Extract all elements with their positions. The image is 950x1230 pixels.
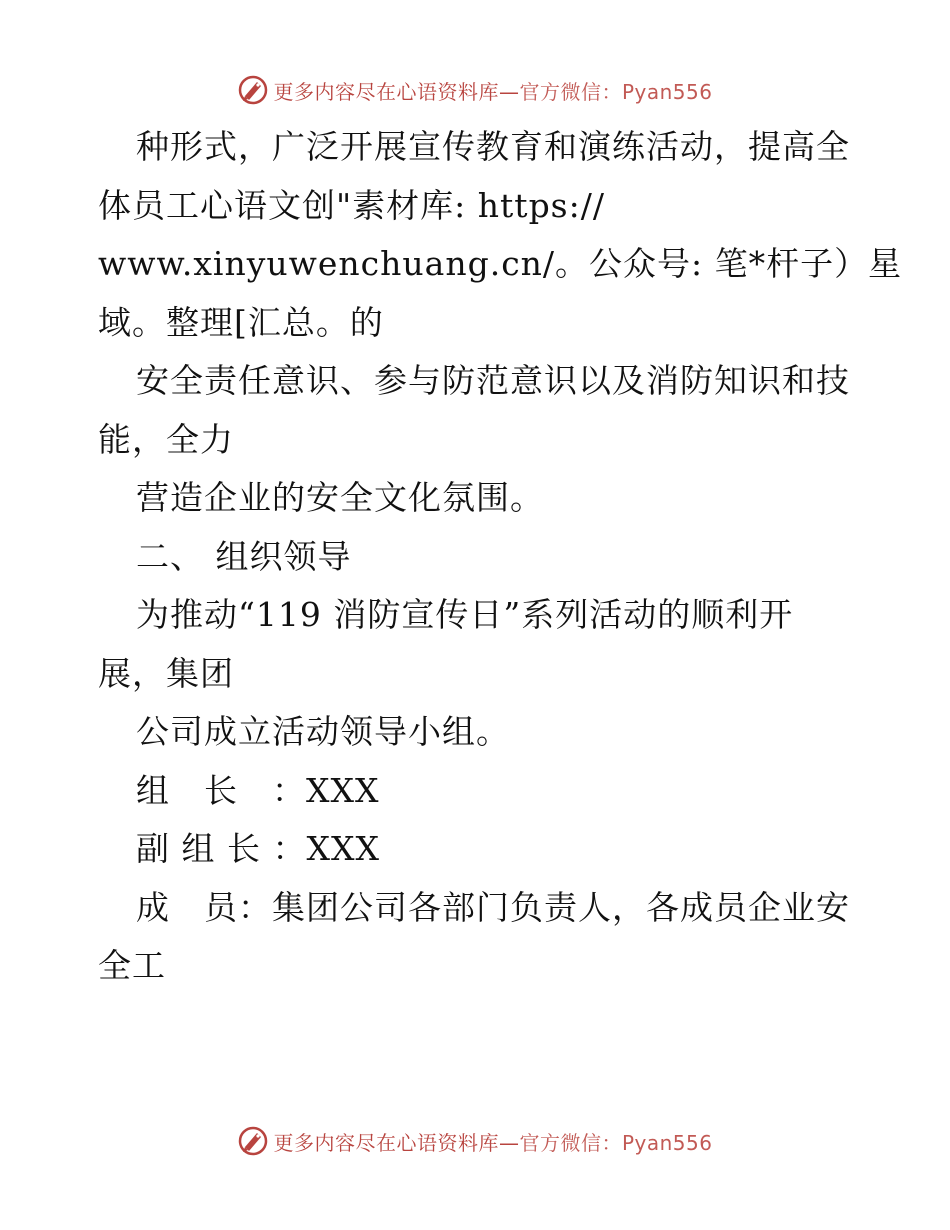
body-line: 为推动“119 消防宣传日”系列活动的顺利开 (136, 595, 794, 634)
pen-nib-logo-icon (237, 1125, 269, 1157)
header-banner-separator: — (498, 79, 520, 104)
body-line: 能，全力 (98, 419, 234, 459)
footer-banner (0, 1121, 950, 1161)
body-line: 展，集团 (98, 653, 234, 693)
section-heading: 二、 组织领导 (136, 536, 352, 576)
body-line: 公司成立活动领导小组。 (136, 712, 510, 751)
body-line: 营造企业的安全文化氛围。 (136, 478, 544, 517)
pen-nib-logo-icon (237, 74, 269, 106)
body-line: 域。整理[汇总。的 (98, 302, 384, 342)
footer-banner-separator: — (498, 1130, 520, 1155)
footer-banner-contact: 官方微信：Pyan556 (519, 1130, 713, 1155)
members-line: 成 员：集团公司各部门负责人，各成员企业安 (136, 887, 850, 927)
header-banner-text (273, 76, 712, 105)
header-banner-main: 更多内容尽在心语资料库 (273, 79, 499, 104)
body-line: www.xinyuwenchuang.cn/。公众号: 笔*杆子）星 (98, 244, 903, 283)
header-banner (0, 70, 950, 110)
body-line: 安全责任意识、参与防范意识以及消防知识和技 (136, 361, 850, 400)
body-line: 种形式，广泛开展宣传教育和演练活动，提高全 (136, 127, 850, 166)
header-banner-contact: 官方微信：Pyan556 (519, 79, 713, 104)
body-line: 体员工心语文创"素材库: https:// (98, 185, 605, 225)
footer-banner-text (273, 1127, 712, 1156)
deputy-leader-line: 副 组 长 ：XXX (136, 829, 380, 868)
body-line: 全工 (98, 946, 166, 985)
document-body (98, 118, 903, 996)
footer-banner-main: 更多内容尽在心语资料库 (273, 1130, 499, 1155)
leader-line: 组 长 ：XXX (136, 770, 380, 810)
